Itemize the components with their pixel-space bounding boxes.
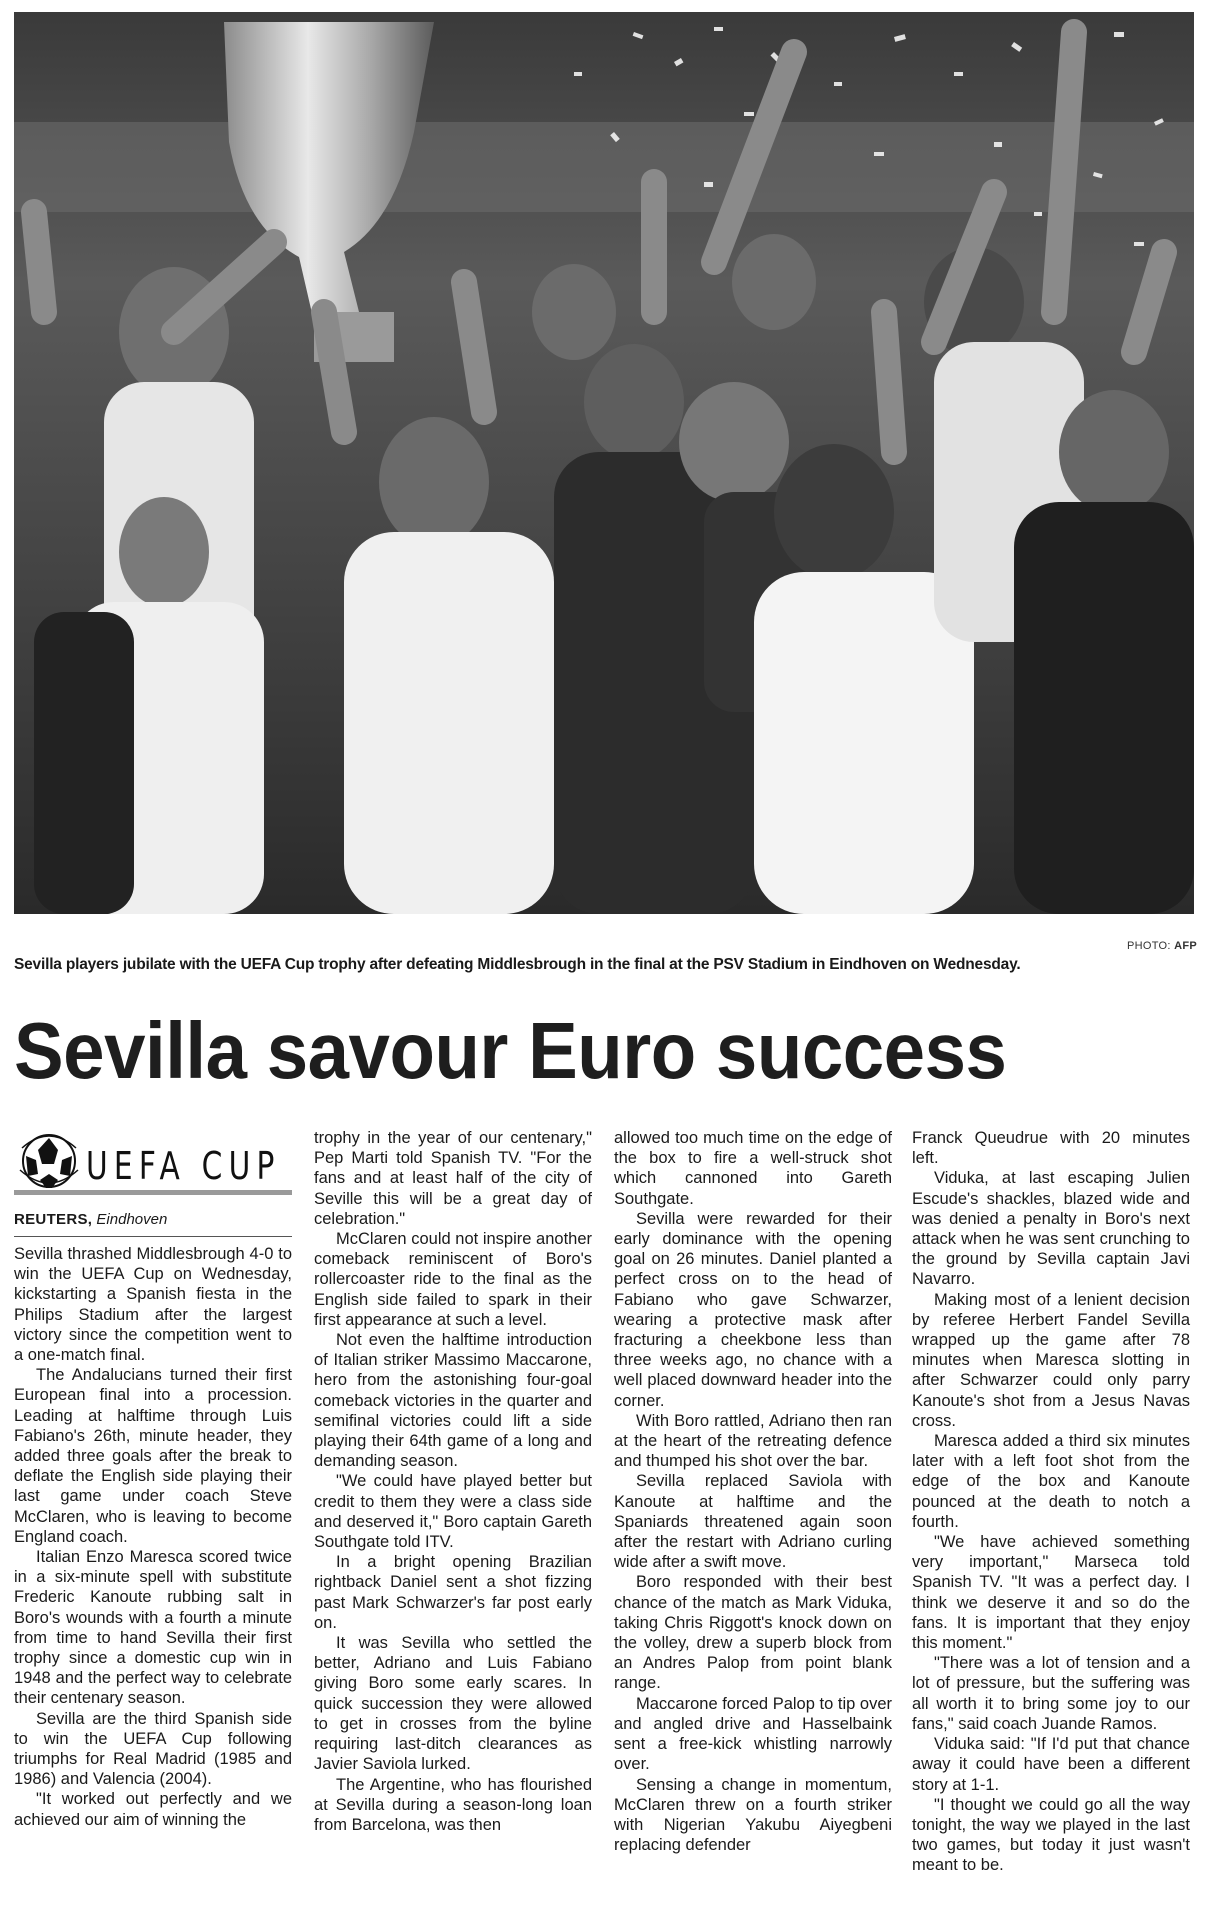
- paragraph: Sevilla thrashed Middlesbrough 4-0 to win the UEFA Cup on Wednesday, kickstarting a Spanish fiesta in the Philips Stadium after the largest victory since the competition went to a one-match final.: [14, 1245, 292, 1365]
- paragraph: Sensing a change in momentum, McClaren threw on a fourth striker with Nigerian Yakubu Aiyegbeni replacing defender: [614, 1775, 892, 1855]
- paragraph: Maccarone forced Palop to tip over and angled drive and Hasselbaink sent a free-kick whistling narrowly over.: [614, 1694, 892, 1774]
- paragraph: "It worked out perfectly and we achieved our aim of winning the: [14, 1790, 292, 1829]
- paragraph: Sevilla were rewarded for their early dominance with the opening goal on 26 minutes. Daniel planted a perfect cross on to the head of Fabiano who gave Schwarzer, wearing a protective mask after fracturing a cheekbone less than three weeks ago, no chance with a well placed downward header into the corner.: [614, 1209, 892, 1410]
- paragraph: trophy in the year of our centenary," Pep Marti told Spanish TV. "For the fans and at least half of the city of Seville this will be a great day of celebration.": [314, 1129, 592, 1228]
- paragraph: In a bright opening Brazilian rightback Daniel sent a shot fizzing past Mark Schwarzer's far post early on.: [314, 1553, 592, 1632]
- paragraph: "We have achieved something very important," Marseca told Spanish TV. "It was a perfect day. I think we deserve it and so do the fans. It is important that they enjoy this moment.": [912, 1533, 1190, 1653]
- byline-agency: REUTERS,: [14, 1211, 93, 1228]
- uefa-cup-logo: [14, 1130, 292, 1196]
- article-column-4: [912, 1128, 1190, 1876]
- paragraph: Viduka said: "If I'd put that chance away it could have been a different story at 1-1.: [912, 1735, 1190, 1794]
- paragraph: Not even the halftime introduction of Italian striker Massimo Maccarone, hero from the astonishing four-goal comeback victories in the quarter and semifinal victories could lift a side playing their 64th game of a long and demanding season.: [314, 1331, 592, 1471]
- photo-credit: [1127, 940, 1197, 952]
- photo-credit-label: PHOTO:: [1126, 940, 1171, 952]
- paragraph: Sevilla are the third Spanish side to win the UEFA Cup following triumphs for Real Madrid (1985 and 1986) and Valencia (2004).: [14, 1709, 292, 1789]
- paragraph: Viduka, at last escaping Julien Escude's shackles, blazed wide and was denied a penalty in Boro's next attack when he was sent crunching to the ground by Sevilla captain Javi Navarro.: [912, 1169, 1190, 1289]
- paragraph: Boro responded with their best chance of the match as Mark Viduka, taking Chris Riggott's knock down on the volley, drew a superb block from an Andres Palop from point blank range.: [614, 1573, 892, 1693]
- article-column-1: [14, 1244, 292, 1830]
- celebration-photo-illustration: [14, 12, 1194, 914]
- paragraph: The Argentine, who has flourished at Sevilla during a season-long loan from Barcelona, was then: [314, 1775, 592, 1834]
- article-column-2: [314, 1128, 592, 1835]
- paragraph: allowed too much time on the edge of the box to fire a well-struck shot which cannoned into Gareth Southgate.: [614, 1129, 892, 1208]
- paragraph: "There was a lot of tension and a lot of pressure, but the suffering was all worth it to bring some joy to our fans," said coach Juande Ramos.: [912, 1654, 1190, 1733]
- headline: Sevilla savour Euro success: [14, 1006, 1007, 1095]
- paragraph: Italian Enzo Maresca scored twice in a six-minute spell with substitute Frederic Kanoute rubbing salt in Boro's wounds with a fourth a minute from time to hand Sevilla their first trophy since a domestic cup win in 1948 and the perfect way to celebrate their centenary season.: [14, 1548, 292, 1708]
- paragraph: The Andalucians turned their first European final into a procession. Leading at halftime through Luis Fabiano's 26th, minute header, they added three goals after the break to deflate the English side playing their last game under coach Steve McClaren, who is leaving to become England coach.: [14, 1366, 292, 1546]
- uefa-ball-icon: [16, 1130, 82, 1192]
- paragraph: "I thought we could go all the way tonight, the way we played in the last two games, but today it just wasn't meant to be.: [912, 1795, 1190, 1875]
- byline: [14, 1211, 167, 1228]
- paragraph: With Boro rattled, Adriano then ran at the heart of the retreating defence and thumped his shot over the bar.: [614, 1411, 892, 1471]
- paragraph: Sevilla replaced Saviola with Kanoute at halftime and the Spaniards threatened again soon after the restart with Adriano curling wide after a swift move.: [614, 1472, 892, 1572]
- byline-place: Eindhoven: [96, 1211, 168, 1228]
- paragraph: "We could have played better but credit to them they were a class side and deserved it," Boro captain Gareth Southgate told ITV.: [314, 1472, 592, 1552]
- paragraph: Making most of a lenient decision by referee Herbert Fandel Sevilla wrapped up the game after 78 minutes when Maresca slotting in after Schwarzer could only parry Kanoute's shot from a Jesus Navas cross.: [912, 1290, 1190, 1430]
- uefa-cup-logo-text: UEFA CUP: [86, 1144, 281, 1188]
- photo-credit-source: AFP: [1174, 940, 1197, 952]
- photo-caption: Sevilla players jubilate with the UEFA Cup trophy after defeating Middlesbrough in the final at the PSV Stadium in Eindhoven on Wednesday.: [14, 956, 1021, 973]
- paragraph: McClaren could not inspire another comeback reminiscent of Boro's rollercoaster ride to the final as the English side failed to spark in their first appearance at such a level.: [314, 1230, 592, 1329]
- logo-rule: [14, 1190, 292, 1195]
- article-column-3: [614, 1128, 892, 1855]
- paragraph: Maresca added a third six minutes later with a left foot shot from the edge of the box and Kanoute pounced at the death to notch a fourth.: [912, 1432, 1190, 1531]
- paragraph: It was Sevilla who settled the better, Adriano and Luis Fabiano giving Boro some early scares. In quick succession they were allowed to get in crosses from the byline requiring last-ditch clearances as Javier Saviola lurked.: [314, 1634, 592, 1774]
- byline-rule: [14, 1236, 292, 1237]
- paragraph: Franck Queudrue with 20 minutes left.: [912, 1129, 1190, 1168]
- news-photo: [14, 12, 1194, 914]
